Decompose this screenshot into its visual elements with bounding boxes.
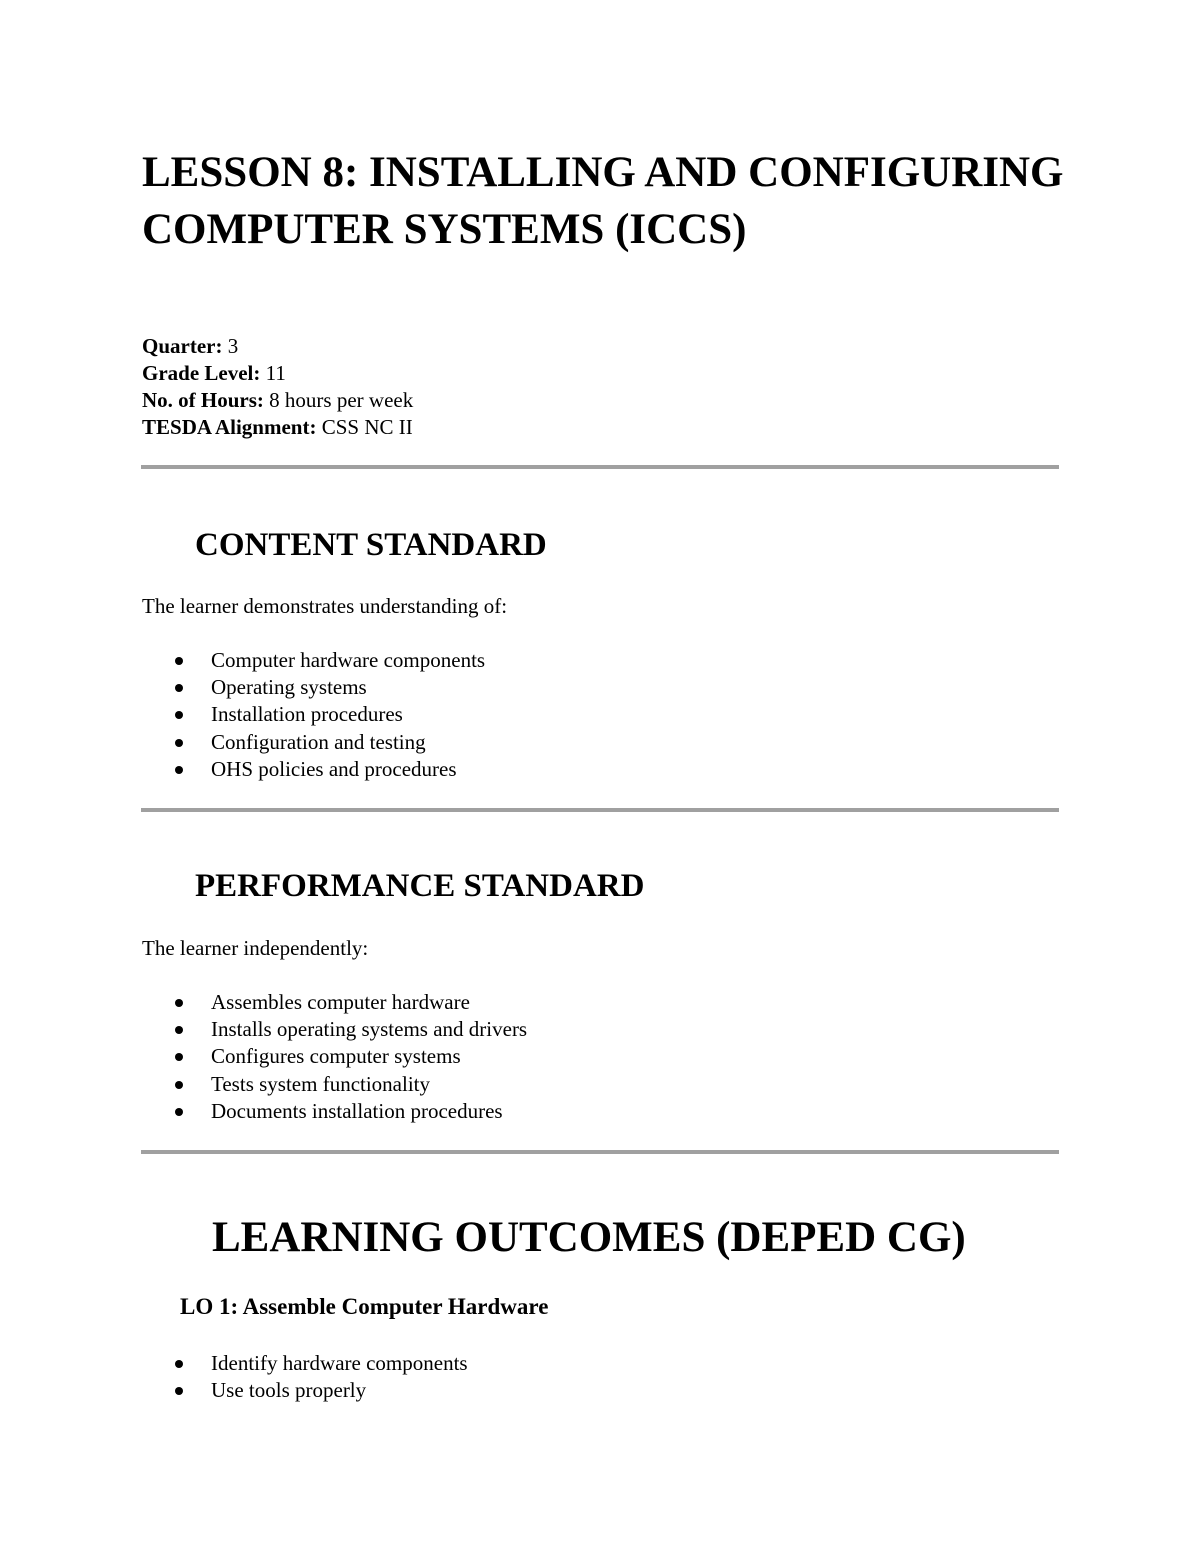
- list-item-text: Configures computer systems: [211, 1044, 461, 1069]
- list-item: [142, 1043, 527, 1070]
- content-standard-intro: The learner demonstrates understanding of:: [142, 594, 508, 618]
- bullet-icon: [175, 657, 183, 665]
- meta-label: No. of Hours:: [142, 388, 264, 412]
- horizontal-rule: [141, 1150, 1059, 1154]
- learning-outcomes-heading: LEARNING OUTCOMES (DEPED CG): [212, 1214, 966, 1261]
- list-item: [142, 1350, 468, 1377]
- list-item-text: Installs operating systems and drivers: [211, 1017, 528, 1042]
- content-standard-heading: CONTENT STANDARD: [195, 527, 547, 563]
- meta-hours: [142, 387, 413, 414]
- meta-value: 3: [227, 334, 239, 358]
- list-item: [142, 701, 485, 728]
- meta-grade-level: [142, 360, 413, 387]
- lo1-heading: LO 1: Assemble Computer Hardware: [180, 1294, 549, 1319]
- meta-value: 11: [265, 361, 286, 385]
- list-item: [142, 1098, 527, 1125]
- list-item: [142, 1071, 527, 1098]
- meta-label: Quarter:: [142, 334, 223, 358]
- list-item-text: Operating systems: [211, 675, 367, 700]
- list-item-text: OHS policies and procedures: [211, 756, 457, 781]
- meta-label: TESDA Alignment:: [142, 415, 317, 439]
- content-standard-list: [142, 647, 485, 783]
- list-item: [142, 1016, 527, 1043]
- lesson-title: LESSON 8: INSTALLING AND CONFIGURING COMPUTER SYSTEMS (ICCS): [142, 149, 1064, 253]
- list-item-text: Identify hardware components: [211, 1351, 468, 1375]
- list-item-text: Configuration and testing: [211, 729, 426, 754]
- list-item: [142, 989, 527, 1016]
- lo1-list: [142, 1350, 468, 1404]
- bullet-icon: [175, 1053, 183, 1061]
- horizontal-rule: [141, 465, 1059, 469]
- list-item-text: Tests system functionality: [211, 1071, 431, 1096]
- list-item: [142, 647, 485, 674]
- meta-quarter: [142, 333, 413, 360]
- list-item: [142, 729, 485, 756]
- meta-value: CSS NC II: [321, 415, 413, 439]
- meta-value: 8 hours per week: [269, 388, 414, 412]
- meta-tesda-alignment: [142, 414, 413, 441]
- bullet-icon: [175, 1360, 183, 1368]
- bullet-icon: [175, 1387, 183, 1395]
- lesson-meta: [142, 333, 413, 441]
- list-item-text: Documents installation procedures: [211, 1098, 503, 1123]
- bullet-icon: [175, 739, 183, 747]
- bullet-icon: [175, 684, 183, 692]
- list-item-text: Use tools properly: [211, 1378, 367, 1403]
- list-item-text: Installation procedures: [211, 702, 403, 727]
- bullet-icon: [175, 1026, 183, 1034]
- bullet-icon: [175, 766, 183, 774]
- list-item: [142, 1377, 468, 1404]
- meta-label: Grade Level:: [142, 361, 261, 385]
- list-item: [142, 674, 485, 701]
- list-item-text: Assembles computer hardware: [211, 990, 470, 1014]
- performance-standard-list: [142, 989, 527, 1125]
- bullet-icon: [175, 711, 183, 719]
- bullet-icon: [175, 999, 183, 1007]
- performance-standard-intro: The learner independently:: [142, 936, 369, 960]
- performance-standard-heading: PERFORMANCE STANDARD: [195, 868, 645, 904]
- bullet-icon: [175, 1108, 183, 1116]
- horizontal-rule: [141, 808, 1059, 812]
- list-item: [142, 756, 485, 783]
- list-item-text: Computer hardware components: [211, 648, 486, 672]
- bullet-icon: [175, 1081, 183, 1089]
